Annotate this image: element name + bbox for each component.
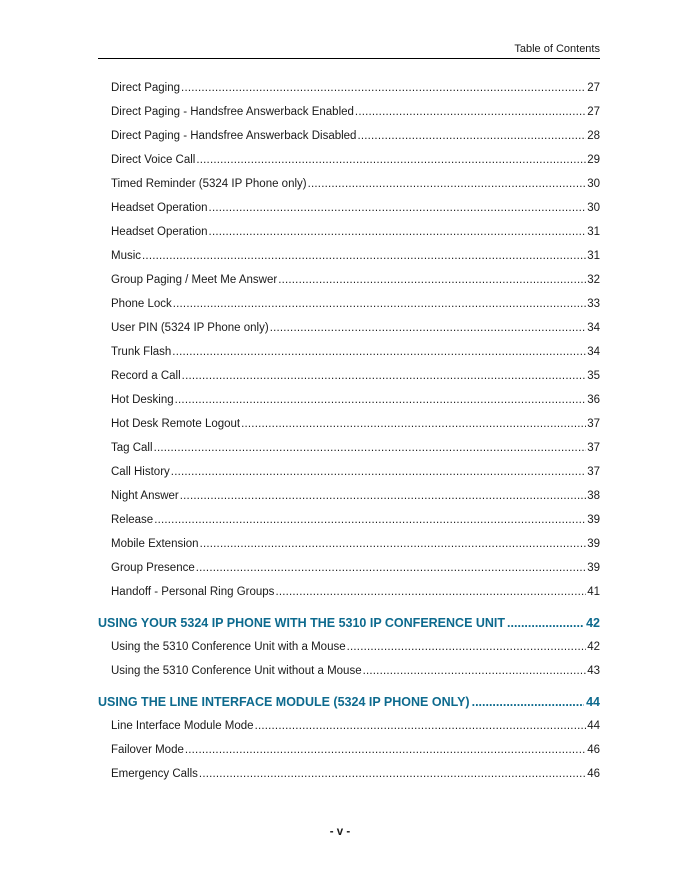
dot-leader: [172, 340, 586, 364]
toc-entry[interactable]: [98, 484, 600, 508]
running-header: [98, 42, 600, 59]
toc-entry[interactable]: [98, 148, 600, 172]
toc-entry[interactable]: [98, 220, 600, 244]
toc-entry[interactable]: [98, 244, 600, 268]
toc-entry[interactable]: [98, 76, 600, 100]
toc-entry-page: 38: [587, 490, 600, 502]
toc-entry-title: Direct Paging: [111, 82, 181, 94]
toc-entry[interactable]: [98, 460, 600, 484]
dot-leader: [180, 484, 586, 508]
toc-entry-page: 44: [587, 720, 600, 732]
dot-leader: [275, 580, 586, 604]
toc-entry-title: Direct Voice Call: [111, 154, 196, 166]
toc-entry-title: Line Interface Module Mode: [111, 720, 254, 732]
toc-entry-title: Using the 5310 Conference Unit with a Mouse: [111, 641, 346, 653]
toc-entry-title: Direct Paging - Handsfree Answerback Enabled: [111, 106, 354, 118]
toc-entry-title: Hot Desk Remote Logout: [111, 418, 241, 430]
toc-entry[interactable]: [98, 508, 600, 532]
dot-leader: [199, 762, 586, 786]
dot-leader: [182, 364, 587, 388]
toc-entry[interactable]: [98, 124, 600, 148]
dot-leader: [181, 76, 586, 100]
toc-entry-page: 31: [587, 226, 600, 238]
toc-entry-title: Group Paging / Meet Me Answer: [111, 274, 278, 286]
toc-entry-title: Using the 5310 Conference Unit without a Mouse: [111, 665, 362, 677]
toc-entry[interactable]: [98, 292, 600, 316]
toc-entry-title: Hot Desking: [111, 394, 174, 406]
toc-entry-page: 27: [587, 82, 600, 94]
toc-section-title: USING THE LINE INTERFACE MODULE (5324 IP PHONE ONLY): [98, 695, 470, 709]
dot-leader: [209, 196, 587, 220]
dot-leader: [196, 148, 586, 172]
toc-entry-page: 31: [587, 250, 600, 262]
dot-leader: [196, 556, 586, 580]
toc-entry-page: 34: [587, 346, 600, 358]
toc-entry-page: 46: [587, 744, 600, 756]
toc-entry-title: Direct Paging - Handsfree Answerback Disabled: [111, 130, 357, 142]
dot-leader: [255, 714, 587, 738]
toc-entry-title: Failover Mode: [111, 744, 184, 756]
toc-entry[interactable]: [98, 738, 600, 762]
dot-leader: [278, 268, 586, 292]
toc-section-page: 42: [586, 616, 600, 630]
toc-entry[interactable]: [98, 532, 600, 556]
toc-entry-title: Emergency Calls: [111, 768, 198, 780]
toc-entry[interactable]: [98, 556, 600, 580]
toc-entry-title: Music: [111, 250, 142, 262]
toc-entry-title: Group Presence: [111, 562, 195, 574]
dot-leader: [173, 292, 586, 316]
toc-entry-page: 39: [587, 538, 600, 550]
toc-entry-title: Headset Operation: [111, 226, 208, 238]
toc-entry[interactable]: [98, 580, 600, 604]
dot-leader: [175, 388, 587, 412]
toc-section-page: 44: [586, 695, 600, 709]
toc-entry-title: User PIN (5324 IP Phone only): [111, 322, 269, 334]
toc-entry-title: Trunk Flash: [111, 346, 172, 358]
toc-entry-title: Headset Operation: [111, 202, 208, 214]
toc-entry-page: 37: [587, 418, 600, 430]
toc-entry-page: 33: [587, 298, 600, 310]
toc-entry-title: Handoff - Personal Ring Groups: [111, 586, 275, 598]
toc-entry-title: Call History: [111, 466, 170, 478]
toc-entry[interactable]: [98, 364, 600, 388]
dot-leader: [308, 172, 587, 196]
toc-entry-page: 27: [587, 106, 600, 118]
toc-entry-page: 28: [587, 130, 600, 142]
running-header-title: Table of Contents: [514, 43, 600, 55]
dot-leader: [171, 460, 586, 484]
toc-entry-page: 30: [587, 202, 600, 214]
toc-entry-title: Release: [111, 514, 154, 526]
dot-leader: [142, 244, 586, 268]
dot-leader: [154, 508, 586, 532]
toc-entry[interactable]: [98, 340, 600, 364]
dot-leader: [347, 635, 587, 659]
dot-leader: [363, 659, 587, 683]
toc-entry-page: 37: [587, 442, 600, 454]
toc-entry[interactable]: [98, 388, 600, 412]
toc-entry[interactable]: [98, 659, 600, 683]
toc-entry[interactable]: [98, 412, 600, 436]
toc-entry[interactable]: [98, 635, 600, 659]
toc-entry[interactable]: [98, 268, 600, 292]
toc-entry-page: 42: [587, 641, 600, 653]
toc-entry-title: Timed Reminder (5324 IP Phone only): [111, 178, 307, 190]
toc-entry-page: 39: [587, 514, 600, 526]
dot-leader: [357, 124, 586, 148]
toc-entry-page: 37: [587, 466, 600, 478]
dot-leader: [241, 412, 586, 436]
toc-entry-page: 30: [587, 178, 600, 190]
toc-entry[interactable]: [98, 100, 600, 124]
toc-entry[interactable]: [98, 436, 600, 460]
toc-entry-title: Night Answer: [111, 490, 179, 502]
toc-entry-page: 43: [587, 665, 600, 677]
toc-entry[interactable]: [98, 762, 600, 786]
toc-entry-page: 34: [587, 322, 600, 334]
dot-leader: [154, 436, 587, 460]
dot-leader: [472, 690, 585, 714]
toc-entry-page: 36: [587, 394, 600, 406]
toc-entry[interactable]: [98, 316, 600, 340]
toc-entry-page: 35: [587, 370, 600, 382]
toc-entry-title: Phone Lock: [111, 298, 172, 310]
toc-entry-page: 32: [587, 274, 600, 286]
dot-leader: [355, 100, 586, 124]
toc-section-heading[interactable]: [98, 611, 600, 635]
toc-entry[interactable]: [98, 714, 600, 738]
toc-entry-page: 41: [587, 586, 600, 598]
table-of-contents: [98, 76, 600, 786]
toc-section-title: USING YOUR 5324 IP PHONE WITH THE 5310 IP CONFERENCE UNIT: [98, 616, 506, 630]
toc-entry-title: Record a Call: [111, 370, 181, 382]
toc-entry-page: 39: [587, 562, 600, 574]
dot-leader: [507, 611, 584, 635]
toc-entry-page: 46: [587, 768, 600, 780]
dot-leader: [209, 220, 587, 244]
dot-leader: [270, 316, 587, 340]
toc-entry[interactable]: [98, 172, 600, 196]
toc-section-heading[interactable]: [98, 690, 600, 714]
toc-entry-title: Tag Call: [111, 442, 153, 454]
toc-entry-page: 29: [587, 154, 600, 166]
toc-entry[interactable]: [98, 196, 600, 220]
dot-leader: [185, 738, 586, 762]
toc-entry-title: Mobile Extension: [111, 538, 199, 550]
dot-leader: [200, 532, 587, 556]
page-number: - v -: [329, 826, 351, 838]
